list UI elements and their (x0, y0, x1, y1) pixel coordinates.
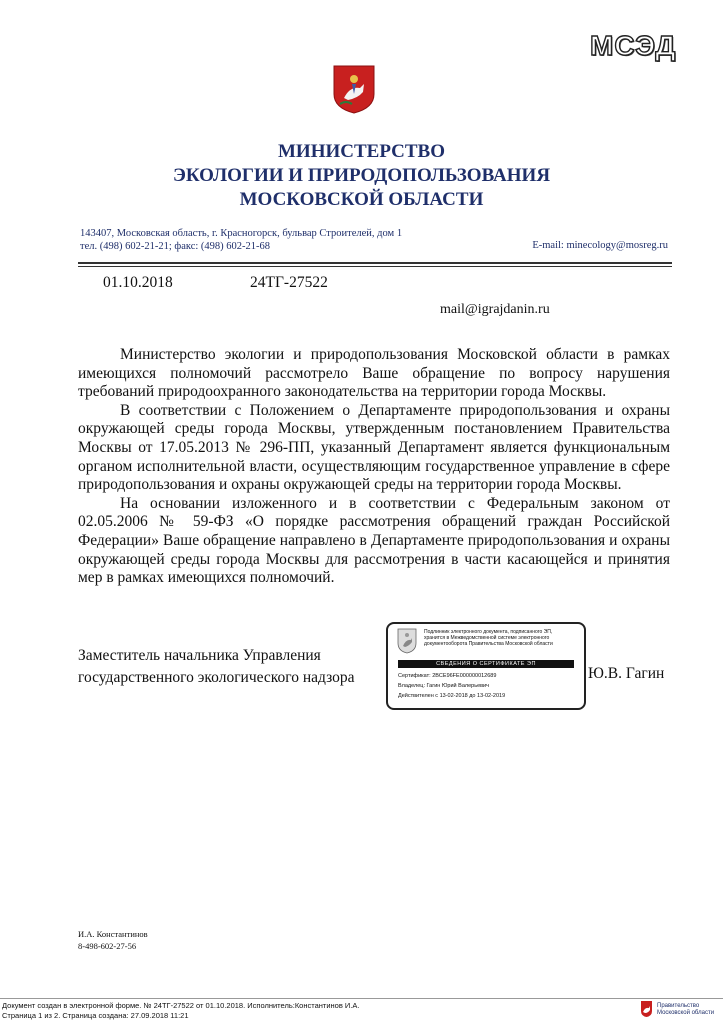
registration-number: 24ТГ-27522 (250, 274, 328, 291)
signer-name: Ю.В. Гагин (588, 665, 665, 682)
document-footer (2, 1001, 359, 1021)
address-block (80, 227, 402, 253)
stamp-certificate: Сертификат: 2BCE96FE000000012689 (398, 673, 497, 679)
body-paragraph-3: На основании изложенного и в соответствии с Федеральным законом от 02.05.2006 № 59-ФЗ «О порядке рассмотрения обращений граждан Российской Федерации» Ваше обращение направлено в Департаменте природопользования и охраны окружающей среды города Москвы для рассмотрения в части касающейся и принятия мер в рамках имеющихся полномочий. (78, 494, 670, 587)
signer-position-line-2: государственного экологического надзора (78, 669, 355, 686)
stamp-crest-icon (396, 628, 418, 654)
footer-brand-line-1: Правительство (657, 1003, 700, 1009)
recipient-address: mail@igrajdanin.ru (440, 302, 550, 317)
footer-brand (657, 1003, 714, 1017)
header-divider (78, 262, 672, 264)
body-paragraph-1: Министерство экологии и природопользования Московской области в рамках имеющихся полномочий рассмотрело Ваше обращение по вопросу нарушения требований природоохранного законодательства на территории города Москвы. (78, 346, 670, 401)
footer-line-1: Документ создан в электронной форме. № 24ТГ-27522 от 01.10.2018. Исполнитель:Константинов И.А. (2, 1001, 360, 1010)
header-divider-thin (78, 266, 672, 267)
coat-of-arms-icon (330, 64, 378, 114)
signer-position-line-1: Заместитель начальника Управления (78, 647, 321, 664)
ministry-email: E-mail: minecology@mosreg.ru (532, 240, 668, 251)
stamp-notice-line-2: хранится в Межведомственной системе электронного (424, 635, 550, 642)
stamp-notice (424, 629, 582, 648)
executor-name: И.А. Константинов (78, 929, 148, 939)
ministry-name (0, 140, 723, 212)
footer-divider (0, 998, 723, 999)
footer-brand-line-2: Московской области (657, 1010, 715, 1016)
ministry-line-2: ЭКОЛОГИИ И ПРИРОДОПОЛЬЗОВАНИЯ (172, 165, 551, 186)
ministry-line-1: МИНИСТЕРСТВО (277, 141, 446, 162)
document-date: 01.10.2018 (103, 274, 173, 291)
body-paragraph-2: В соответствии с Положением о Департаменте природопользования и охраны окружающей среды города Москвы, утвержденным постановлением Правительства Москвы от 17.05.2013 № 296-ПП, указанный Департамент является функциональным органом исполнительной власти, осуществляющим государственное управление в сфере природопользования и охраны окружающей среды на территории города Москвы. (78, 401, 670, 494)
footer-line-2: Страница 1 из 2. Страница создана: 27.09.2018 11:21 (2, 1011, 189, 1020)
letter-body (78, 346, 670, 588)
stamp-notice-line-3: документооборота Правительства Московской области (424, 641, 553, 648)
e-signature-stamp (386, 622, 586, 710)
address-line: 143407, Московская область, г. Красногорск, бульвар Строителей, дом 1 (80, 228, 403, 239)
executor-phone: 8-498-602-27-56 (78, 941, 137, 951)
stamp-certificate-header: СВЕДЕНИЯ О СЕРТИФИКАТЕ ЭП (398, 660, 574, 668)
stamp-validity: Действителен с 13-02-2018 до 13-02-2019 (398, 693, 506, 699)
stamp-owner: Владелец: Гагин Юрий Валерьевич (398, 683, 489, 689)
phone-line: тел. (498) 602-21-21; факс: (498) 602-21-68 (80, 241, 271, 252)
msed-badge: МСЭД (590, 30, 677, 61)
executor-info (78, 928, 148, 952)
ministry-line-3: МОСКОВСКОЙ ОБЛАСТИ (239, 189, 484, 210)
signer-position (78, 645, 355, 689)
stamp-notice-line-1: Подлинник электронного документа, подписанного ЭП, (424, 629, 553, 635)
government-logo-icon (640, 1000, 653, 1018)
